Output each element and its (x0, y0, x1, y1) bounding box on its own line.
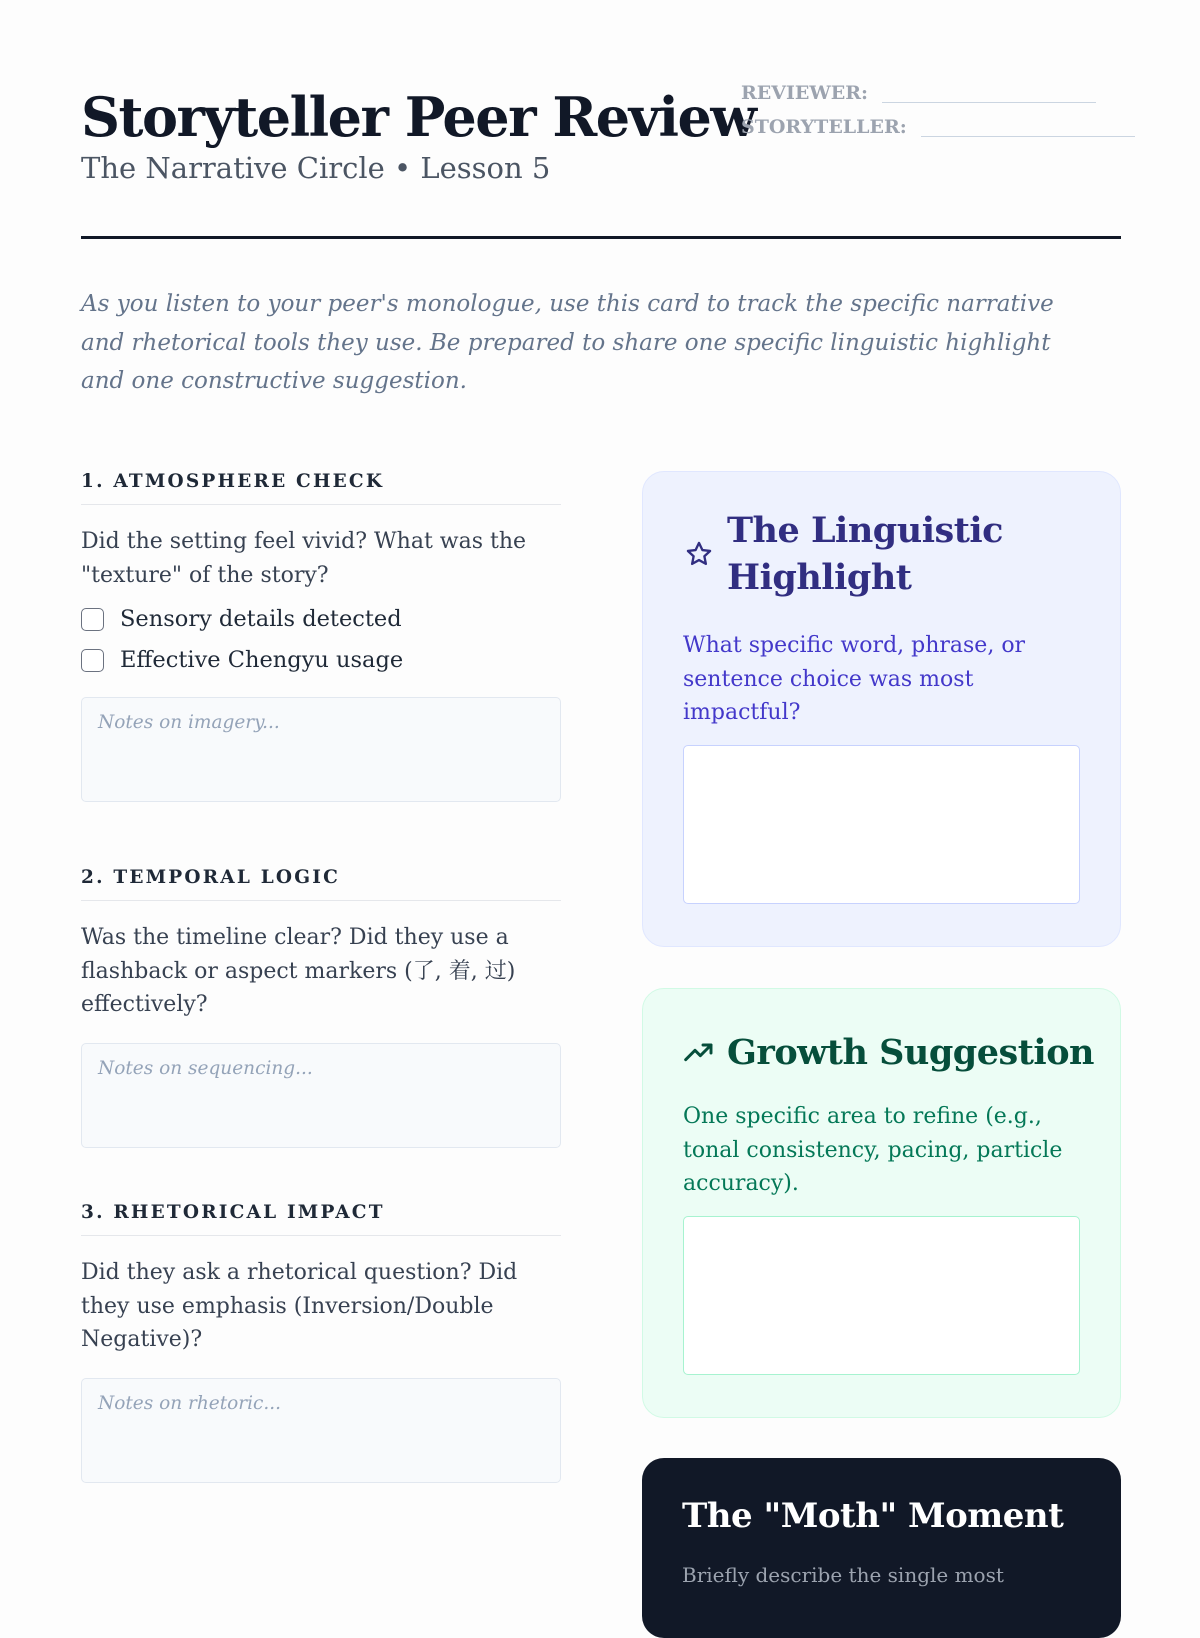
storyteller-label: STORYTELLER: (741, 116, 907, 138)
card-title: The "Moth" Moment (682, 1496, 1064, 1536)
highlight-answer-field[interactable] (683, 745, 1080, 904)
intro-text: As you listen to your peer's monologue, use this card to track the specific narrative and rhetorical tools they use. Be prepared to share one specific linguistic highlight and one constructive suggestion. (81, 291, 1054, 394)
card-description: What specific word, phrase, or sentence choice was most impactful? (683, 633, 1026, 725)
storyteller-field[interactable] (741, 116, 1135, 138)
section-temporal-logic (81, 866, 561, 1148)
checkbox-label: Sensory details detected (120, 606, 402, 632)
notes-sequencing-field[interactable] (81, 1043, 561, 1148)
card-title: The Linguistic Highlight (727, 510, 1003, 598)
section-heading: 2. TEMPORAL LOGIC (81, 866, 561, 901)
card-description: Briefly describe the single most (682, 1563, 1004, 1587)
section-rhetorical-impact (81, 1201, 561, 1483)
section-heading: 1. ATMOSPHERE CHECK (81, 470, 561, 505)
reviewer-field[interactable] (741, 82, 1096, 104)
star-icon (683, 538, 715, 570)
card-title-row (683, 1029, 1094, 1076)
card-description: One specific area to refine (e.g., tonal consistency, pacing, particle accuracy). (683, 1104, 1063, 1196)
page-title: Storyteller Peer Review (81, 85, 756, 149)
notes-placeholder: Notes on imagery... (98, 712, 280, 733)
moth-moment-card (642, 1458, 1121, 1638)
reviewer-input-line[interactable] (882, 102, 1096, 103)
page-subtitle: The Narrative Circle • Lesson 5 (81, 151, 551, 185)
section-question: Did the setting feel vivid? What was the "texture" of the story? (81, 529, 527, 588)
trending-up-icon (683, 1037, 715, 1069)
linguistic-highlight-card (642, 471, 1121, 947)
page-header (81, 82, 1121, 239)
section-heading: 3. RHETORICAL IMPACT (81, 1201, 561, 1236)
section-atmosphere-check (81, 470, 561, 802)
section-question: Did they ask a rhetorical question? Did they use emphasis (Inversion/Double Negative)? (81, 1260, 518, 1352)
checkbox-chengyu-usage[interactable] (81, 646, 561, 674)
notes-rhetoric-field[interactable] (81, 1378, 561, 1483)
checkbox[interactable] (81, 649, 104, 672)
notes-placeholder: Notes on sequencing... (98, 1057, 313, 1079)
notes-placeholder: Notes on rhetoric... (98, 1392, 282, 1414)
checkbox[interactable] (81, 608, 104, 631)
reviewer-label: REVIEWER: (741, 82, 869, 104)
card-title-row (683, 507, 1080, 601)
growth-suggestion-card (642, 988, 1121, 1418)
notes-imagery-field[interactable] (81, 697, 561, 802)
section-question: Was the timeline clear? Did they use a flashback or aspect markers (了, 着, 过) effectively? (81, 925, 516, 1017)
storyteller-input-line[interactable] (921, 136, 1135, 137)
card-title: Growth Suggestion (727, 1032, 1094, 1073)
checkbox-label: Effective Chengyu usage (120, 647, 404, 673)
growth-answer-field[interactable] (683, 1216, 1080, 1375)
checkbox-sensory-details[interactable] (81, 605, 561, 633)
review-card-page (81, 0, 1121, 1600)
